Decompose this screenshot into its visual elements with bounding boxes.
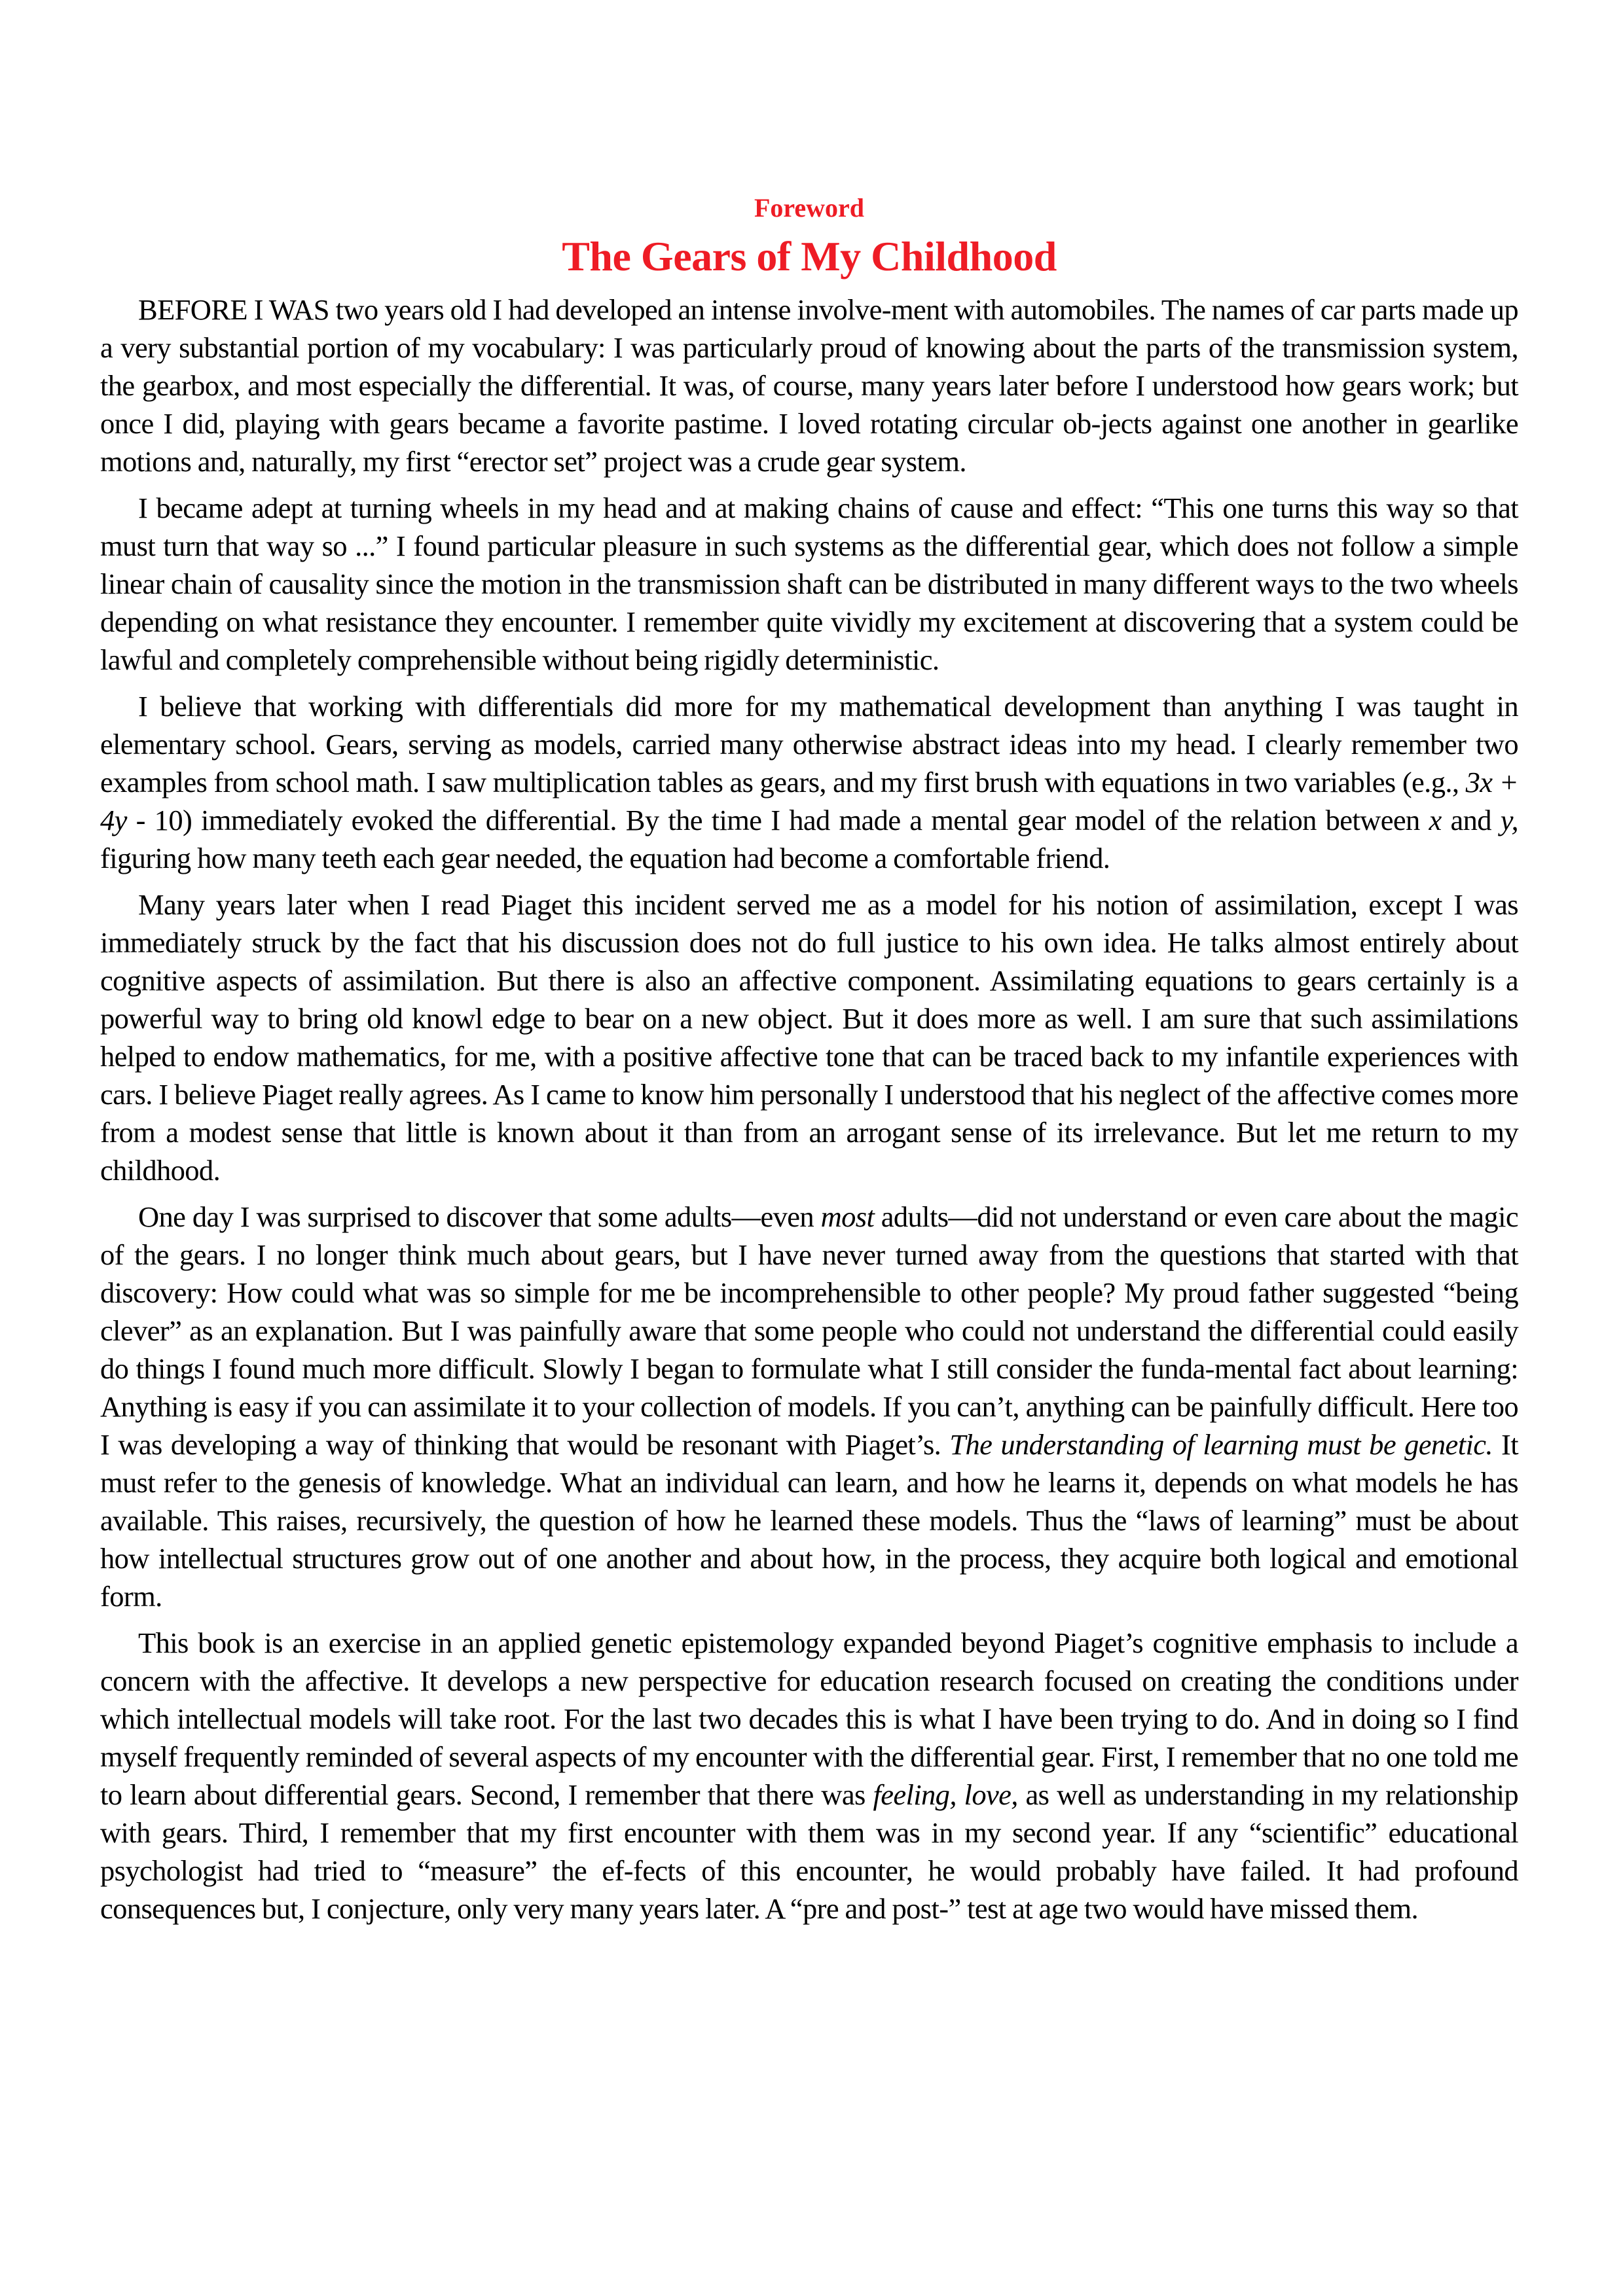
text-run: This book is an exercise in an applied genetic epistemology expanded beyond Piaget’s cognitive emphasis to include a concern with the affective. It develops a new perspective for education research focused on creating the conditions under which intellectual models will take root. For the last two decades this is what I have been trying to do. And in doing so I find myself frequently reminded of several aspects of my encounter with the differential gear. First, I remember that no one told me to learn about differential gears. Second, I remember that there was: [100, 1626, 1518, 1811]
text-run: adults—did not understand or even care about the magic of the gears. I no longer think much about gears, but I have never turned away from the questions that started with that discovery: How could what was so simple for me be incomprehensible to other people? My proud father suggested “being clever” as an explanation. But I was painfully aware that some people who could not understand the differential could easily do things I found much more difficult. Slowly I began to formulate what I still consider the funda-mental fact about learning: Anything is easy if you can assimilate it to your collection of models. If you can’t, anything can be painfully difficult. Here too I was developing a way of thinking that would be resonant with Piaget’s.: [100, 1200, 1518, 1461]
text-run: Many years later when I read Piaget this incident served me as a model for his notion of assimilation, except I was immediately struck by the fact that his discussion does not do full justice to his own idea. He talks almost entirely about cognitive aspects of assimilation. But there is also an affective component. Assimilating equations to gears certainly is a powerful way to bring old knowl edge to bear on a new object. But it does more as well. I am sure that such assimilations helped to endow mathematics, for me, with a positive affective tone that can be traced back to my infantile experiences with cars. I believe Piaget really agrees. As I came to know him personally I understood that his neglect of the affective comes more from a modest sense that little is known about it than from an arrogant sense of its irrelevance. But let me return to my childhood.: [100, 888, 1518, 1187]
paragraph: [100, 489, 1518, 679]
text-run: BEFORE I WAS two years old I had developed an intense involve-ment with automobiles. The names of car parts made up a very substantial portion of my vocabulary: I was particularly proud of knowing about the parts of the transmission system, the gearbox, and most especially the differential. It was, of course, many years later before I understood how gears work; but once I did, playing with gears became a favorite pastime. I loved rotating circular ob-jects against one another in gearlike motions and, naturally, my first “erector set” project was a crude gear system.: [100, 293, 1518, 478]
text-run: and: [1441, 804, 1501, 836]
italic-run: x: [1429, 804, 1442, 836]
text-run: I became adept at turning wheels in my head and at making chains of cause and effect: “This one turns this way so that must turn that way so ...” I found particular pleasure in such systems as the differential gear, which does not follow a simple linear chain of causality since the motion in the transmission shaft can be distributed in many different ways to the two wheels depending on what resistance they encounter. I remember quite vividly my excitement at discovering that a system could be lawful and completely comprehensible without being rigidly deterministic.: [100, 492, 1518, 676]
paragraph: [100, 1198, 1518, 1615]
text-run: as well as understanding in my relationship with gears. Third, I remember that my first encounter with them was in my second year. If any “scientific” educational psychologist had tried to “measure” the ef-fects of this encounter, he would probably have failed. It had profound consequences but, I conjecture, only very many years later. A “pre and post-” test at age two would have missed them.: [100, 1778, 1518, 1925]
text-run: It must refer to the genesis of knowledge. What an individual can learn, and how he learns it, depends on what models he has available. This raises, recursively, the question of how he learned these models. Thus the “laws of learning” must be about how intellectual structures grow out of one another and about how, in the process, they acquire both logical and emotional form.: [100, 1428, 1518, 1613]
italic-run: most: [820, 1200, 875, 1233]
section-kicker: Foreword: [754, 193, 865, 223]
text-run: One day I was surprised to discover that some adults—even: [138, 1200, 821, 1233]
text-run: I believe that working with differentials did more for my mathematical development than anything I was taught in elementary school. Gears, serving as models, carried many otherwise abstract ideas into my head. I clearly remember two examples from school math. I saw multiplication tables as gears, and my first brush with equations in two variables (e.g.,: [100, 690, 1518, 798]
paragraph: [100, 886, 1518, 1189]
page-title: The Gears of My Childhood: [562, 233, 1057, 279]
foreword-page: [100, 190, 1518, 1936]
paragraph: [100, 687, 1518, 877]
paragraph: [100, 1624, 1518, 1928]
italic-run: y,: [1500, 804, 1518, 836]
paragraph: [100, 291, 1518, 480]
text-run: - 10) immediately evoked the differential. By the time I had made a mental gear model of the relation between: [126, 804, 1429, 836]
italic-run: feeling, love,: [873, 1778, 1018, 1811]
italic-run: 3x + 4y: [100, 766, 1518, 836]
italic-run: The understanding of learning must be genetic.: [949, 1428, 1493, 1461]
text-run: figuring how many teeth each gear needed, the equation had become a comfortable friend.: [100, 842, 1110, 874]
